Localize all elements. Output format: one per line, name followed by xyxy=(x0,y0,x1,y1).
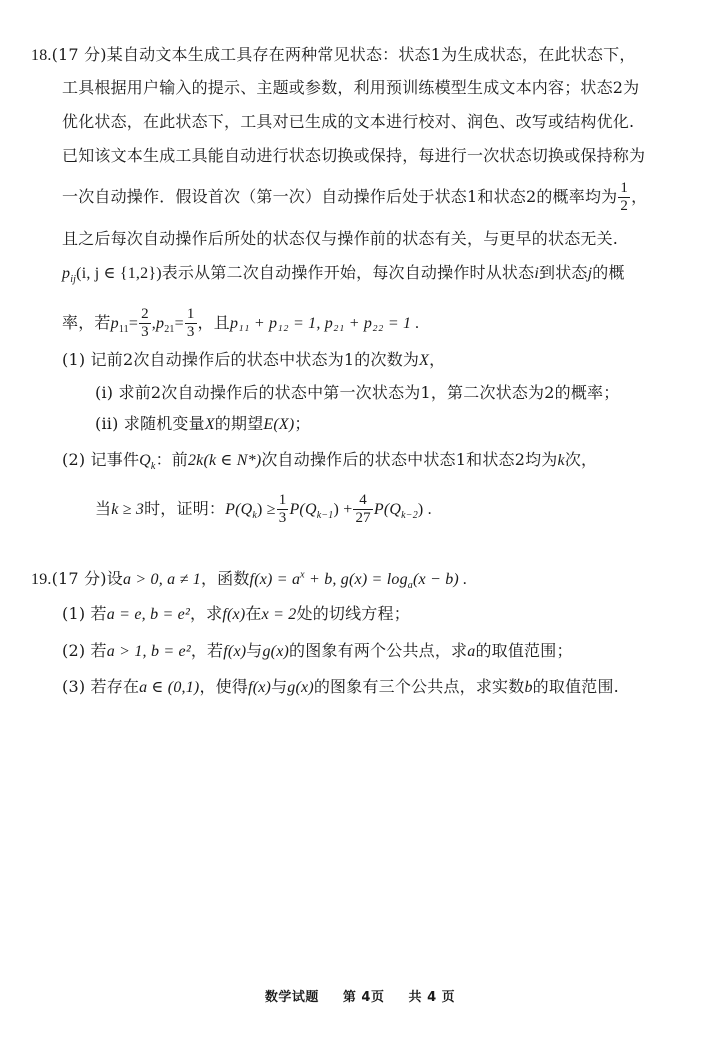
q18-line-2: 工具根据用户输入的提示、主题或参数，利用预训练模型生成文本内容；状态2为 xyxy=(62,78,640,97)
math-g: g(x) xyxy=(262,643,290,660)
math-p: p xyxy=(62,265,71,282)
q19-text-1: 设 xyxy=(106,569,123,588)
math-X: X xyxy=(419,352,430,369)
q19-part-1-text-c: 在 xyxy=(245,604,262,623)
q18-punct-5: ， xyxy=(631,187,648,206)
math-sub-a: a xyxy=(407,580,413,592)
math-p11: p xyxy=(110,315,119,332)
q19-part-2-text-b: ，若 xyxy=(190,641,224,660)
math-g-arg: (x − b) . xyxy=(413,571,468,588)
math-sub: k−1 xyxy=(316,510,334,522)
math-j: j xyxy=(587,265,593,282)
fraction-denominator: 3 xyxy=(278,510,287,526)
q19-part-2-text-d: 的图象有两个公共点，求 xyxy=(289,641,468,660)
q18-part-1-ii xyxy=(95,413,311,436)
q19-part-2-text-c: 与 xyxy=(246,641,263,660)
math-prob-sum: p₁₁ + p₁₂ = 1, p₂₁ + p₂₂ = 1 . xyxy=(229,315,420,332)
q18-score: (17 分) xyxy=(51,45,107,64)
fraction-one-third xyxy=(185,306,197,341)
q18-line-5 xyxy=(62,180,647,215)
q19-part-3 xyxy=(62,676,619,699)
q19-part-1-end: 处的切线方程； xyxy=(296,604,410,623)
math-X: X xyxy=(204,416,215,433)
math-PQ: P(Q xyxy=(373,501,402,518)
q18-text-8b: ，且 xyxy=(197,313,230,332)
q19-part-2-text: (2) 若 xyxy=(62,641,107,660)
page-footer xyxy=(0,986,720,1005)
math-sub: k xyxy=(252,510,258,522)
q18-proof-text: 当 xyxy=(95,499,112,518)
fraction-two-thirds xyxy=(139,306,151,341)
q19-number: 19. xyxy=(31,571,52,588)
q18-part-2-text-b: ：前 xyxy=(155,450,188,469)
math-sub-k: k xyxy=(150,461,156,473)
math-p21: p xyxy=(155,315,165,332)
math-PQ: P(Q xyxy=(289,501,317,518)
math-i: i xyxy=(534,265,539,282)
math-Q: Q xyxy=(139,452,151,469)
fraction-numerator: 2 xyxy=(141,306,149,322)
q18-line-6: 且之后每次自动操作后所处的状态仅与操作前的状态有关，与更早的状态无关. xyxy=(62,229,619,248)
q19-text-1b: ，函数 xyxy=(200,569,250,588)
math-f: f(x) xyxy=(223,643,247,660)
math-b: b xyxy=(524,679,533,696)
fraction-denominator: 27 xyxy=(355,510,371,526)
footer-page-number: 第 4页 xyxy=(342,990,385,1005)
math-f: f(x) xyxy=(222,606,246,623)
q19-part-1-text: (1) 若 xyxy=(62,604,107,623)
math-ab: a > 1, b = e² xyxy=(106,643,191,660)
fraction-four-27ths xyxy=(353,492,372,527)
q18-part-1-end: ， xyxy=(429,350,446,369)
q18-part-1-text: (1) 记前2次自动操作后的状态中状态为1的次数为 xyxy=(62,350,420,369)
footer-subject: 数学试题 xyxy=(264,990,319,1005)
math-f: f(x) = a xyxy=(249,571,301,588)
math-x: x = 2 xyxy=(261,606,297,623)
q18-line-1 xyxy=(31,44,636,67)
math-PQ: P(Q xyxy=(225,501,253,518)
q18-text-7c: 的概 xyxy=(592,263,625,282)
math-geq: ) ≥ xyxy=(257,501,276,518)
q18-part-1-ii-text: (ii) 求随机变量 xyxy=(95,414,205,433)
math-sub-21: 21 xyxy=(164,324,175,336)
math-k: k xyxy=(557,452,565,469)
q18-text-7: 表示从第二次自动操作开始，每次自动操作时从状态 xyxy=(161,263,535,282)
math-2k: 2k(k ∈ N*) xyxy=(187,452,262,469)
q18-part-2-text: (2) 记事件 xyxy=(62,450,140,469)
math-eq: = xyxy=(128,315,139,332)
q18-part-2-text-c: 次自动操作后的状态中状态1和状态2均为 xyxy=(261,450,558,469)
fraction-numerator: 1 xyxy=(278,492,287,508)
q18-part-1 xyxy=(62,349,445,372)
math-index-set: (i, j ∈ {1,2}) xyxy=(76,265,162,282)
fraction-numerator: 1 xyxy=(186,306,195,322)
q19-part-3-text: (3) 若存在 xyxy=(62,677,140,696)
q19-part-3-text-d: 的图象有三个公共点，求实数 xyxy=(313,677,525,696)
q19-part-3-text-b: ，使得 xyxy=(199,677,249,696)
footer-total-pages: 共 4 页 xyxy=(408,990,456,1005)
q19-part-2 xyxy=(62,640,573,663)
math-plus: ) + xyxy=(333,501,353,518)
math-a: a xyxy=(467,643,476,660)
q18-part-1-i: (i) 求前2次自动操作后的状态中第一次状态为1，第二次状态为2的概率； xyxy=(95,383,620,402)
q18-line-8 xyxy=(62,306,420,341)
q18-line-7 xyxy=(62,262,625,285)
math-comma: , xyxy=(151,315,156,332)
q18-part-2 xyxy=(62,449,597,472)
q18-part-2-proof xyxy=(95,492,432,527)
q19-part-1 xyxy=(62,603,410,626)
fraction-denominator: 2 xyxy=(620,198,629,214)
math-a-range: a ∈ (0,1) xyxy=(139,679,200,696)
q18-text-5: 一次自动操作．假设首次（第一次）自动操作后处于状态1和状态2的概率均为 xyxy=(62,187,618,206)
fraction-numerator: 4 xyxy=(353,492,372,510)
math-subscript: ij xyxy=(70,274,77,286)
math-sup-x: x xyxy=(300,569,305,581)
q19-line-1 xyxy=(31,568,467,591)
math-end: ) . xyxy=(417,501,432,518)
q18-part-1-ii-end: ； xyxy=(294,414,311,433)
math-a-condition: a > 0, a ≠ 1 xyxy=(122,571,201,588)
q18-number: 18. xyxy=(31,47,52,64)
q18-proof-text-b: 时，证明： xyxy=(144,499,226,518)
fraction-one-third xyxy=(277,492,289,527)
q18-line-4: 已知该文本生成工具能自动进行状态切换或保持，每进行一次状态切换或保持称为 xyxy=(62,146,646,165)
math-eq: = xyxy=(174,315,184,332)
math-f: f(x) xyxy=(248,679,272,696)
math-expectation: E(X) xyxy=(263,416,295,433)
math-g: g(x) xyxy=(287,679,314,696)
fraction-one-half xyxy=(618,180,630,215)
q18-part-2-end: 次， xyxy=(564,450,598,469)
q19-part-3-end: 的取值范围. xyxy=(532,677,619,696)
math-g: + b, g(x) = log xyxy=(304,571,408,588)
q19-part-2-end: 的取值范围； xyxy=(475,641,573,660)
q18-line-3: 优化状态，在此状态下，工具对已生成的文本进行校对、润色、改写或结构优化. xyxy=(62,112,635,131)
math-sub: k−2 xyxy=(401,510,418,522)
q18-text-7b: 到状态 xyxy=(539,263,588,282)
q18-text-1: 某自动文本生成工具存在两种常见状态：状态1为生成状态，在此状态下， xyxy=(106,45,636,64)
math-ab: a = e, b = e² xyxy=(106,606,190,623)
fraction-numerator: 1 xyxy=(620,180,629,196)
q19-part-1-text-b: ，求 xyxy=(189,604,223,623)
q19-score: (17 分) xyxy=(51,569,107,588)
fraction-denominator: 3 xyxy=(186,324,195,340)
q18-part-1-ii-text-b: 的期望 xyxy=(214,414,264,433)
fraction-denominator: 3 xyxy=(141,324,149,340)
q18-text-8: 率，若 xyxy=(62,313,111,332)
math-sub-11: 11 xyxy=(118,324,129,336)
math-k-condition: k ≥ 3 xyxy=(111,501,145,518)
q19-part-3-text-c: 与 xyxy=(271,677,288,696)
